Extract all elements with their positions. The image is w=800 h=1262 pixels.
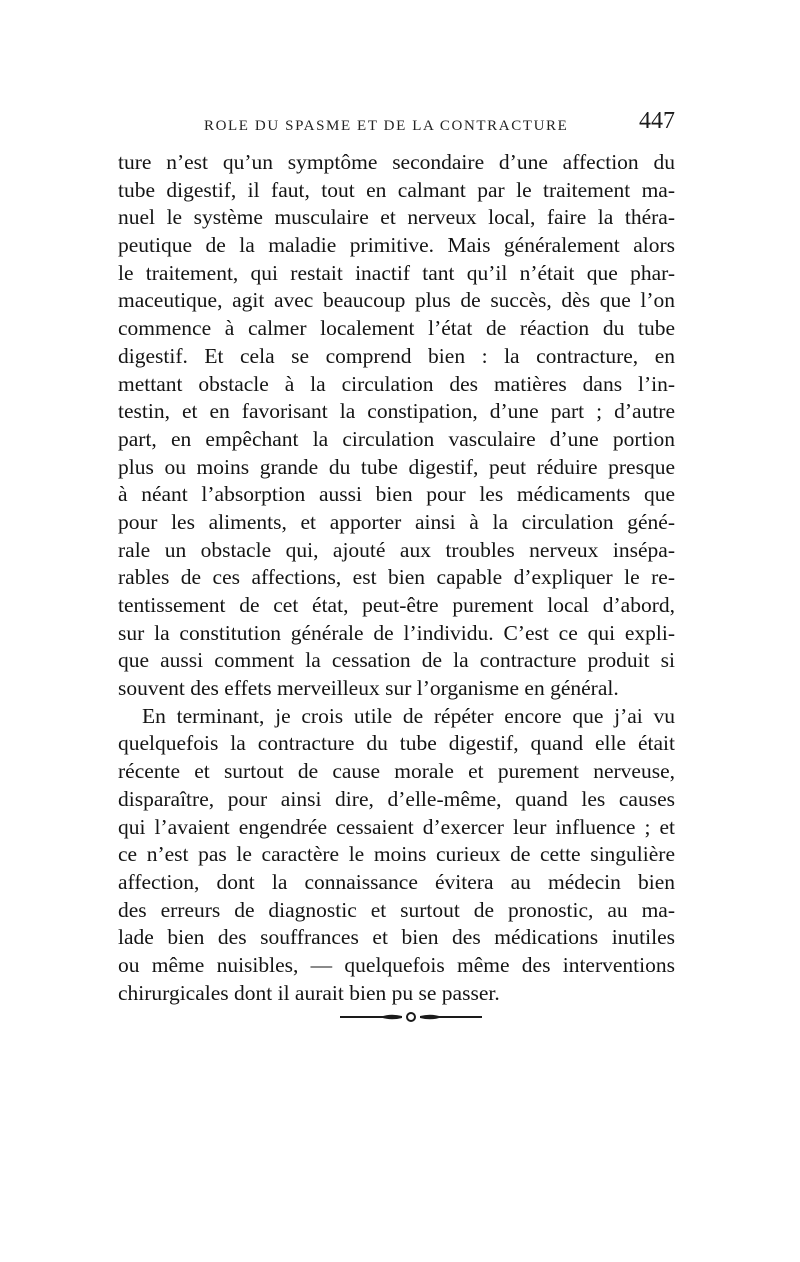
- text-line: rale un obstacle qui, ajouté aux troubles nerveux insépa-: [118, 537, 675, 562]
- text-line: peutique de la maladie primitive. Mais généralement alors: [118, 233, 675, 258]
- text-line: pour les aliments, et apporter ainsi à la circulation géné-: [118, 509, 675, 534]
- text-line: plus ou moins grande du tube digestif, peut réduire presque: [118, 454, 675, 479]
- text-line: qui l’avaient engendrée cessaient d’exercer leur influence ; et: [118, 814, 675, 839]
- text-line: En terminant, je crois utile de répéter encore que j’ai vu: [142, 703, 675, 728]
- text-line: mettant obstacle à la circulation des matières dans l’in-: [118, 371, 675, 396]
- text-line: tube digestif, il faut, tout en calmant par le traitement ma-: [118, 177, 675, 202]
- text-line: quelquefois la contracture du tube digestif, quand elle était: [118, 731, 675, 756]
- text-line: commence à calmer localement l’état de réaction du tube: [118, 316, 675, 341]
- text-line: récente et surtout de cause morale et purement nerveuse,: [118, 759, 675, 784]
- text-line: chirurgicales dont il aurait bien pu se passer.: [118, 980, 500, 1005]
- end-ornament: [340, 1010, 482, 1024]
- text-line: rables de ces affections, est bien capable d’expliquer le re-: [118, 565, 675, 590]
- text-line: le traitement, qui restait inactif tant qu’il n’était que phar-: [118, 260, 675, 285]
- text-line: digestif. Et cela se comprend bien : la contracture, en: [118, 343, 675, 368]
- text-line: tentissement de cet état, peut-être purement local d’abord,: [118, 593, 675, 617]
- running-title: ROLE DU SPASME ET DE LA CONTRACTURE: [204, 118, 569, 134]
- paragraph-2: [118, 703, 675, 1008]
- text-line: lade bien des souffrances et bien des médications inutiles: [118, 925, 675, 950]
- text-line: ture n’est qu’un symptôme secondaire d’une affection du: [118, 150, 675, 174]
- text-line: part, en empêchant la circulation vasculaire d’une portion: [118, 426, 675, 451]
- text-line: affection, dont la connaissance évitera au médecin bien: [118, 869, 675, 894]
- page-header: [118, 106, 675, 146]
- text-line: que aussi comment la cessation de la contracture produit si: [118, 648, 675, 673]
- text-line: sur la constitution générale de l’individu. C’est ce qui expli-: [118, 620, 675, 645]
- body-text: [118, 149, 675, 1007]
- text-line: à néant l’absorption aussi bien pour les médicaments que: [118, 482, 675, 507]
- text-line: ou même nuisibles, — quelquefois même des interventions: [118, 952, 675, 977]
- text-line: ce n’est pas le caractère le moins curieux de cette singulière: [118, 842, 675, 867]
- text-line: nuel le système musculaire et nerveux local, faire la théra-: [118, 205, 675, 230]
- text-line: testin, et en favorisant la constipation, d’une part ; d’autre: [118, 399, 675, 424]
- page-number: 447: [639, 108, 675, 134]
- text-line: maceutique, agit avec beaucoup plus de succès, dès que l’on: [118, 288, 675, 313]
- text-line: disparaître, pour ainsi dire, d’elle-même, quand les causes: [118, 786, 675, 811]
- text-line: des erreurs de diagnostic et surtout de pronostic, au ma-: [118, 897, 675, 922]
- paragraph-1: [118, 149, 675, 703]
- text-line: souvent des effets merveilleux sur l’organisme en général.: [118, 676, 619, 701]
